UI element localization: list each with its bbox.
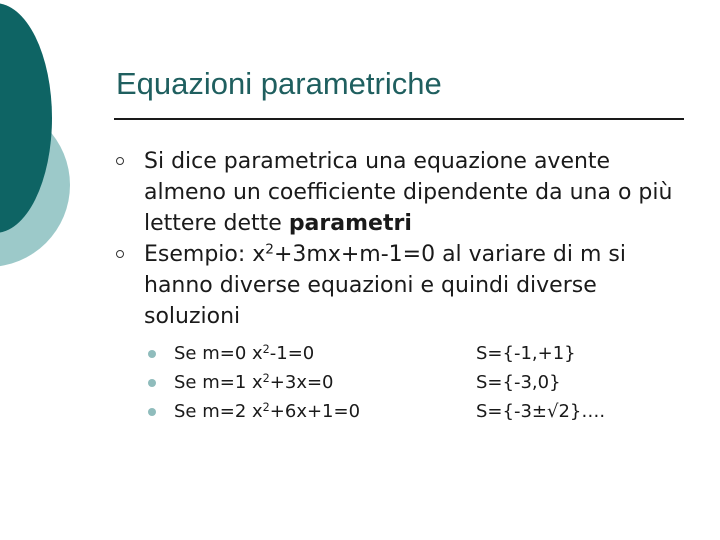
- case-solution: S={-3,0}: [476, 372, 561, 393]
- bullet-bold-term: parametri: [288, 211, 412, 236]
- bullet-definition: [114, 146, 684, 239]
- example-cases-list: [144, 339, 684, 426]
- filled-circle-bullet-icon: [148, 379, 156, 387]
- case-item: [144, 339, 684, 368]
- decorative-shapes: [0, 0, 120, 300]
- superscript: 2: [265, 241, 274, 258]
- case-equation: Se m=1 $x^2+3x=0$: [174, 371, 334, 393]
- hollow-circle-bullet-icon: [116, 250, 124, 258]
- bullet-text: Esempio: x: [144, 242, 266, 267]
- filled-circle-bullet-icon: [148, 408, 156, 416]
- bullet-example: [114, 239, 684, 332]
- title-divider: [114, 118, 684, 120]
- case-equation: Se m=2 $x^2+6x+1=0$: [174, 400, 361, 422]
- bullet-text-end: +3mx+m-1=0 al variare di m si hanno diverse equazioni e quindi diverse soluzioni: [144, 242, 626, 329]
- case-equation: Se m=0 $x^2-1=0$: [174, 342, 315, 364]
- case-solution: S={-1,+1}: [476, 343, 576, 364]
- hollow-circle-bullet-icon: [116, 157, 124, 165]
- case-item: [144, 397, 684, 426]
- filled-circle-bullet-icon: [148, 350, 156, 358]
- main-bullet-list: [114, 146, 684, 332]
- case-item: [144, 368, 684, 397]
- bullet-text: Si dice parametrica una equazione avente almeno un coefficiente dipendente da una o più lettere dette: [144, 149, 673, 236]
- slide-title: Equazioni parametriche: [116, 66, 442, 101]
- case-solution: S={-3±√2}….: [476, 401, 606, 422]
